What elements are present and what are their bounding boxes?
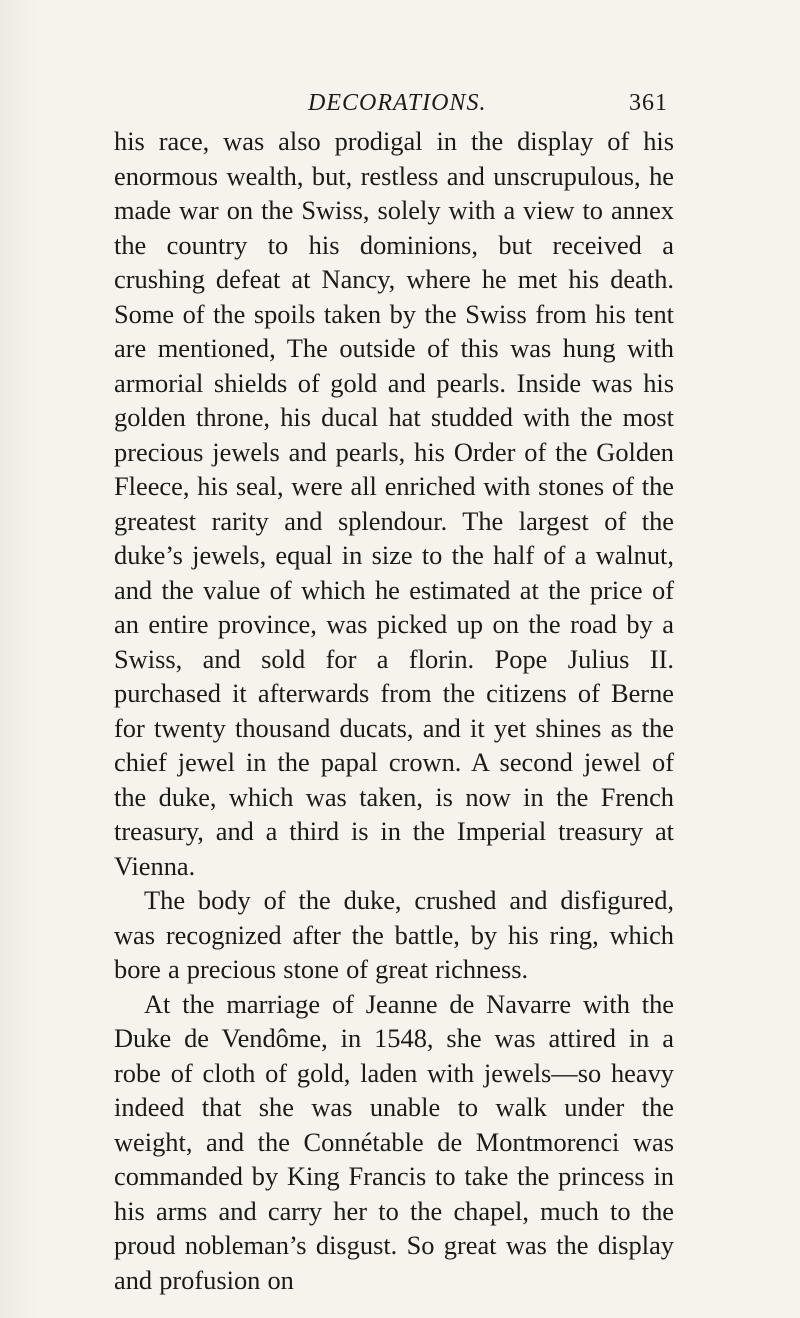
running-head [308,86,668,120]
running-title: DECORATIONS. [308,90,487,116]
page-number: 361 [629,90,668,116]
body-text [114,124,674,1297]
paragraph-marriage: At the marriage of Jeanne de Navarre with the Duke de Vendôme, in 1548, she was attired in a robe of cloth of gold, laden with jewels—so heavy indeed that she was unable to walk under the weight, and the Connétable de Montmorenci was commanded by King Francis to take the princess in his arms and carry her to the chapel, much to the proud nobleman’s disgust. So great was the display and profusion on [114,988,674,1295]
paragraph-continued: his race, was also prodigal in the display of his enormous wealth, but, restless and unscrupulous, he made war on the Swiss, solely with a view to annex the country to his dominions, but received a crushing defeat at Nancy, where he met his death. Some of the spoils taken by the Swiss from his tent are mentioned, The outside of this was hung with armorial shields of gold and pearls. Inside was his golden throne, his ducal hat studded with the most precious jewels and pearls, his Order of the Golden Fleece, his seal, were all enriched with stones of the greatest rarity and splendour. The largest of the duke’s jewels, equal in size to the half of a walnut, and the value of which he estimated at the price of an entire province, was picked up on the road by a Swiss, and sold for a florin. Pope Julius II. purchased it afterwards from the citizens of Berne for twenty thousand ducats, and it yet shines as the chief jewel in the papal crown. A second jewel of the duke, which was taken, is now in the French treasury, and a third is in the Imperial treasury at Vienna. [114,126,674,881]
paragraph-duke-body: The body of the duke, crushed and disfigured, was recognized after the battle, by his ring, which bore a precious stone of great richness. [114,885,674,984]
